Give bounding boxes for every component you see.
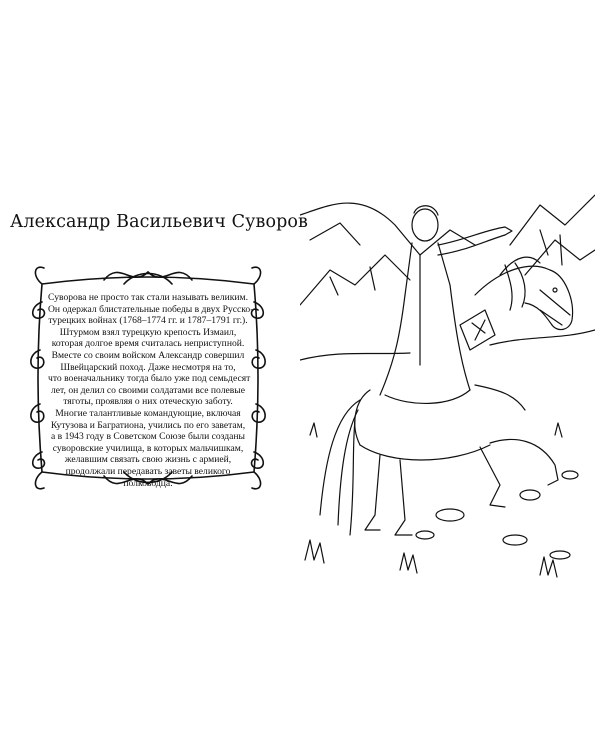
text-line: лет, он делил со своими солдатами все полевые [51, 384, 245, 396]
text-line: полководца. [123, 477, 173, 489]
text-line: суворовские училища, в которых мальчишкам, [52, 442, 244, 454]
text-line: Суворова не просто так стали называть великим. [48, 292, 248, 303]
text-line: а в 1943 году в Советском Союзе были созданы [51, 431, 245, 443]
horseman-drawing [300, 185, 595, 580]
text-line: продолжали передавать заветы великого [65, 465, 231, 477]
text-line: тяготы, проявляя о них отеческую заботу. [63, 396, 233, 408]
text-line: Вместе со своим войском Александр совершил [51, 349, 245, 361]
text-line: желавшим связать свою жизнь с армией, [64, 454, 232, 466]
body-text [48, 292, 254, 489]
text-line: что военачальнику тогда было уже под семьдесят [48, 373, 251, 385]
text-line: Он одержал блистательные победы в двух Русско- [48, 303, 254, 315]
text-line: турецких войнах (1768–1774 гг. и 1787–1791 гг.). [48, 315, 248, 327]
text-line: Швейцарский поход. Даже несмотря на то, [60, 361, 236, 373]
page-title: Александр Васильевич Суворов [10, 212, 308, 232]
coloring-illustration [300, 185, 595, 580]
text-line: которая долгое время считалась неприступной. [51, 338, 245, 350]
text-line: Штурмом взял турецкую крепость Измаил, [59, 326, 237, 338]
text-line: Кутузова и Багратиона, учились по его заветам, [50, 419, 246, 431]
text-line: Многие талантливые командующие, включая [55, 407, 241, 419]
